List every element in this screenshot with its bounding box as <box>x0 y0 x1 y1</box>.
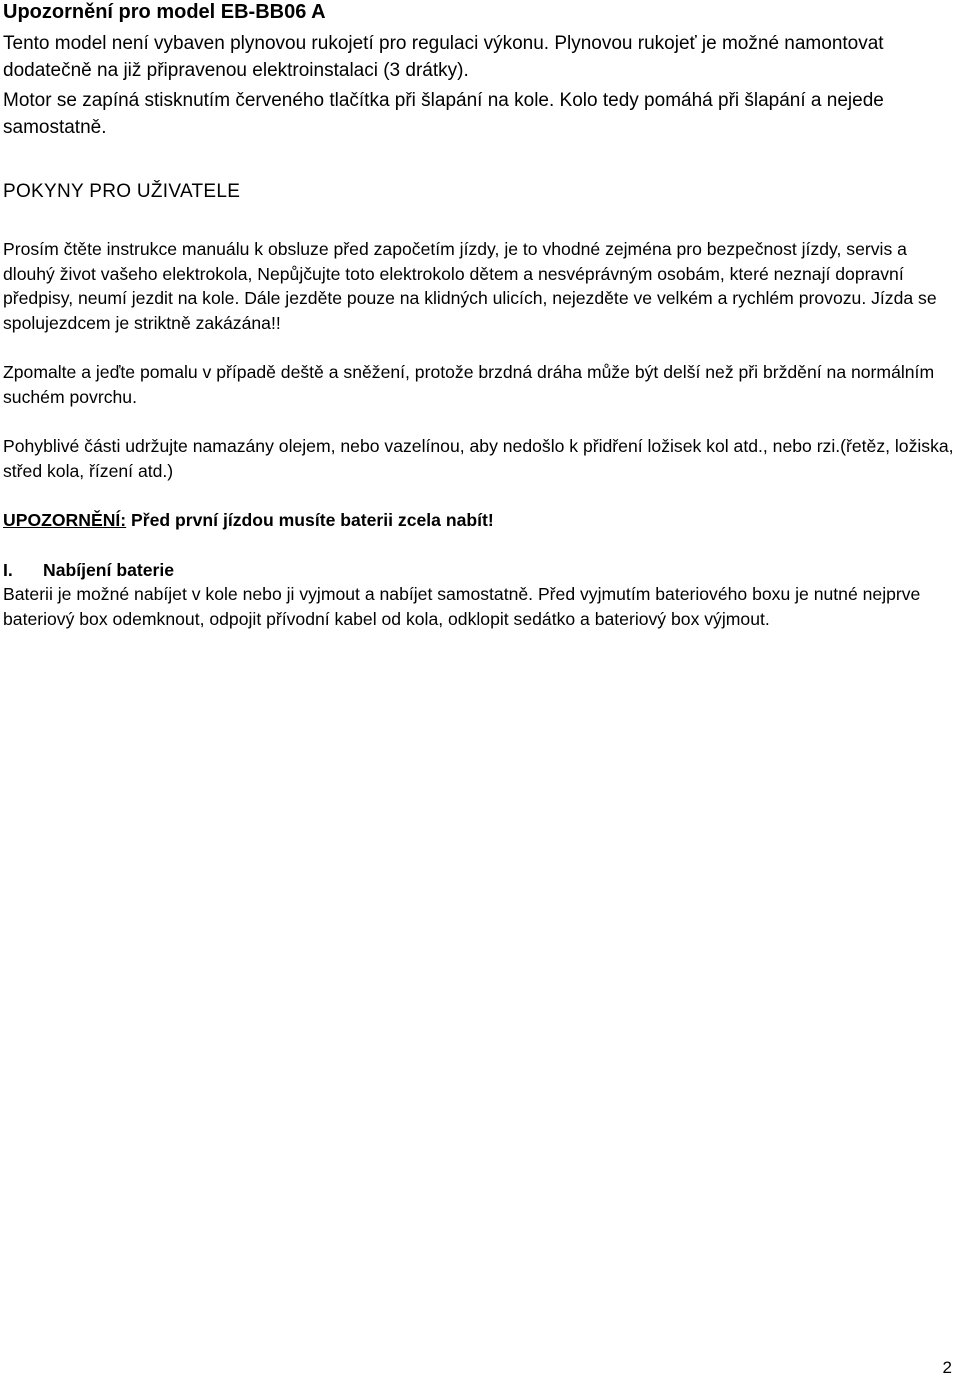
instructions-intro: Prosím čtěte instrukce manuálu k obsluze před započetím jízdy, je to vhodné zejména pro bezpečnost jízdy, servis a dlouhý život vašeho elektrokola, Nepůjčujte toto elektrokolo dětem a nesvéprávným osobám, které neznají dopravní předpisy, neumí jezdit na kole. Dále jezděte pouze na klidných ulicích, nejezděte ve velkém a rychlém provozu. Jízda se spolujezdcem je striktně zakázána!! <box>3 239 937 333</box>
charging-section-number: I. <box>3 559 13 580</box>
charging-section-title: Nabíjení baterie <box>43 559 175 580</box>
notice-title: Upozornění pro model EB-BB06 A <box>3 1 326 23</box>
charging-heading <box>3 558 957 583</box>
notice-paragraph-1: Tento model není vybaven plynovou rukojetí pro regulaci výkonu. Plynovou rukojeť je možné namontovat dodatečně na již připravenou elektroinstalaci (3 drátky). <box>3 33 884 81</box>
notice-paragraph-2: Motor se zapíná stisknutím červeného tlačítka při šlapání na kole. Kolo tedy pomáhá při šlapání a nejede samostatně. <box>3 90 884 138</box>
warning-label: UPOZORNĚNÍ: <box>3 510 127 530</box>
instructions-slow-down: Zpomalte a jeďte pomalu v případě deště a sněžení, protože brzdná dráha může být delší než při brždění na normálním suchém povrchu. <box>3 362 935 407</box>
instructions-heading: POKYNY PRO UŽIVATELE <box>3 181 241 202</box>
page-number: 2 <box>942 1358 952 1377</box>
charge-warning <box>3 508 957 533</box>
document-page <box>3 0 957 631</box>
warning-text: Před první jízdou musíte baterii zcela nabít! <box>126 510 494 530</box>
charging-text: Baterii je možné nabíjet v kole nebo ji vyjmout a nabíjet samostatně. Před vyjmutím bateriového boxu je nutné nejprve bateriový box odemknout, odpojit přívodní kabel od kola, odklopit sedátko a bateriový box výjmout. <box>3 584 921 629</box>
instructions-moving-parts: Pohyblivé části udržujte namazány olejem, nebo vazelínou, aby nedošlo k přidření ložisek kol atd., nebo rzi.(řetěz, ložiska, střed kola, řízení atd.) <box>3 436 954 481</box>
